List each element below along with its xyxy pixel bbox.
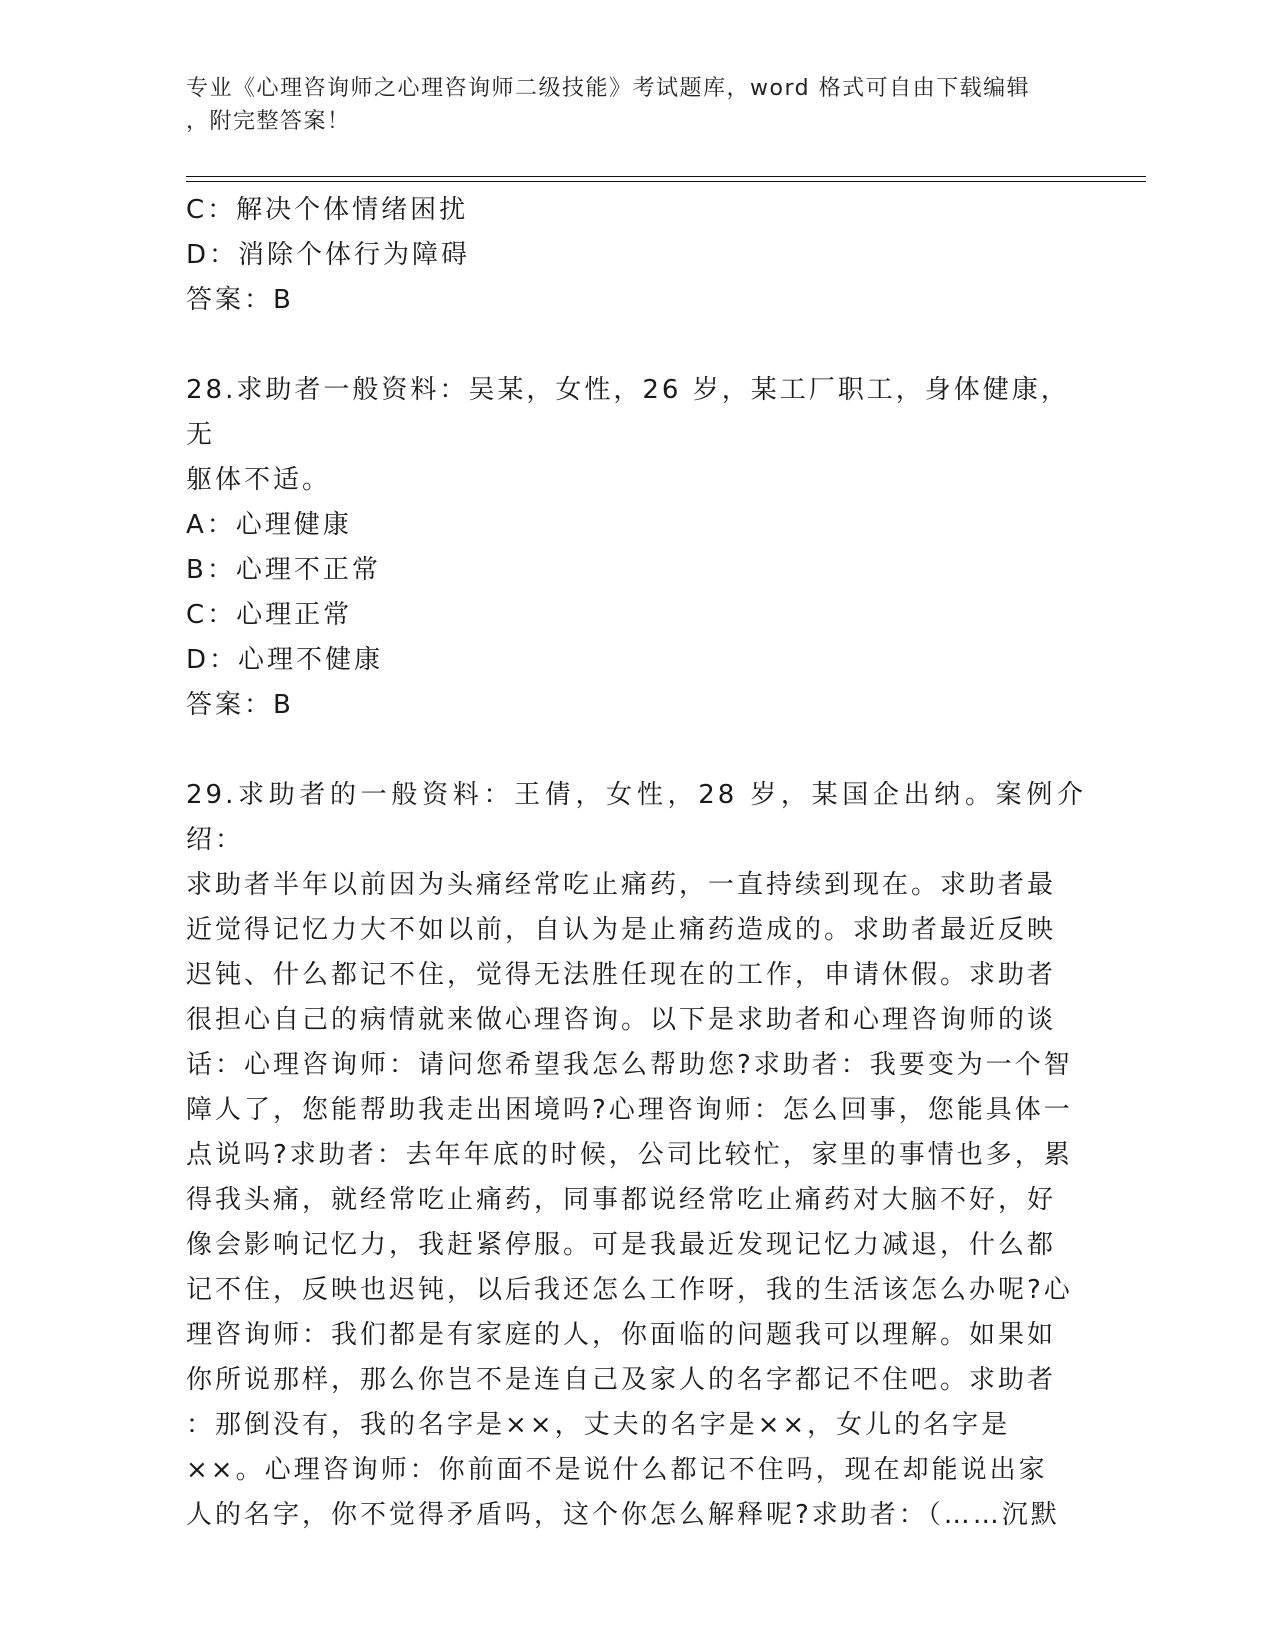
option-c: C：解决个体情绪困扰	[186, 195, 469, 225]
option-d: D：消除个体行为障碍	[186, 240, 471, 270]
question-stem-line: 28.求助者一般资料：吴某，女性，26 岁，某工厂职工，身体健康，无	[186, 375, 1070, 450]
question-text-line: 近觉得记忆力大不如以前，自认为是止痛药造成的。求助者最近反映	[186, 915, 1057, 945]
question-text-line: 理咨询师：我们都是有家庭的人，你面临的问题我可以理解。如果如	[186, 1320, 1057, 1350]
question-text-line: ××。心理咨询师：你前面不是说什么都记不住吗，现在却能说出家	[186, 1455, 1048, 1485]
question-text-line: 人的名字，你不觉得矛盾吗，这个你怎么解释呢?求助者：（……沉默	[186, 1500, 1060, 1530]
header-title-line1: 专业《心理咨询师之心理咨询师二级技能》考试题库，word 格式可自由下载编辑	[186, 76, 1031, 101]
document-body	[186, 188, 1086, 1538]
question-text-line: 很担心自己的病情就来做心理咨询。以下是求助者和心理咨询师的谈	[186, 1005, 1057, 1035]
option-b: B：心理不正常	[186, 555, 381, 585]
option-d: D：心理不健康	[186, 645, 384, 675]
page-header	[186, 72, 1066, 138]
question-text-line: 求助者半年以前因为头痛经常吃止痛药，一直持续到现在。求助者最	[186, 870, 1057, 900]
question-text-line: 像会影响记忆力，我赶紧停服。可是我最近发现记忆力减退，什么都	[186, 1230, 1057, 1260]
question-text-line: 点说吗?求助者：去年年底的时候，公司比较忙，家里的事情也多，累	[186, 1140, 1073, 1170]
option-a: A：心理健康	[186, 510, 352, 540]
option-c: C：心理正常	[186, 600, 353, 630]
answer-line: 答案：B	[186, 285, 294, 315]
header-divider	[186, 176, 1146, 182]
spacer	[186, 728, 1086, 773]
question-text-line: 话：心理咨询师：请问您希望我怎么帮助您?求助者：我要变为一个智	[186, 1050, 1073, 1080]
answer-line: 答案：B	[186, 690, 294, 720]
question-text-line: 记不住，反映也迟钝，以后我还怎么工作呀，我的生活该怎么办呢?心	[186, 1275, 1073, 1305]
question-text-line: ：那倒没有，我的名字是××，丈夫的名字是××，女儿的名字是	[186, 1410, 1011, 1440]
question-29	[186, 773, 1086, 1538]
question-text-line: 29.求助者的一般资料：王倩，女性，28 岁，某国企出纳。案例介绍：	[186, 780, 1086, 855]
question-text-line: 障人了，您能帮助我走出困境吗?心理咨询师：怎么回事，您能具体一	[186, 1095, 1073, 1125]
header-title-line2: ，附完整答案！	[186, 109, 351, 134]
question-text-line: 你所说那样，那么你岂不是连自己及家人的名字都记不住吧。求助者	[186, 1365, 1057, 1395]
spacer	[186, 323, 1086, 368]
question-28	[186, 368, 1086, 728]
question-text-line: 迟钝、什么都记不住，觉得无法胜任现在的工作，申请休假。求助者	[186, 960, 1057, 990]
question-text-line: 得我头痛，就经常吃止痛药，同事都说经常吃止痛药对大脑不好，好	[186, 1185, 1057, 1215]
question-27-tail	[186, 188, 1086, 323]
question-stem-line: 躯体不适。	[186, 465, 332, 495]
